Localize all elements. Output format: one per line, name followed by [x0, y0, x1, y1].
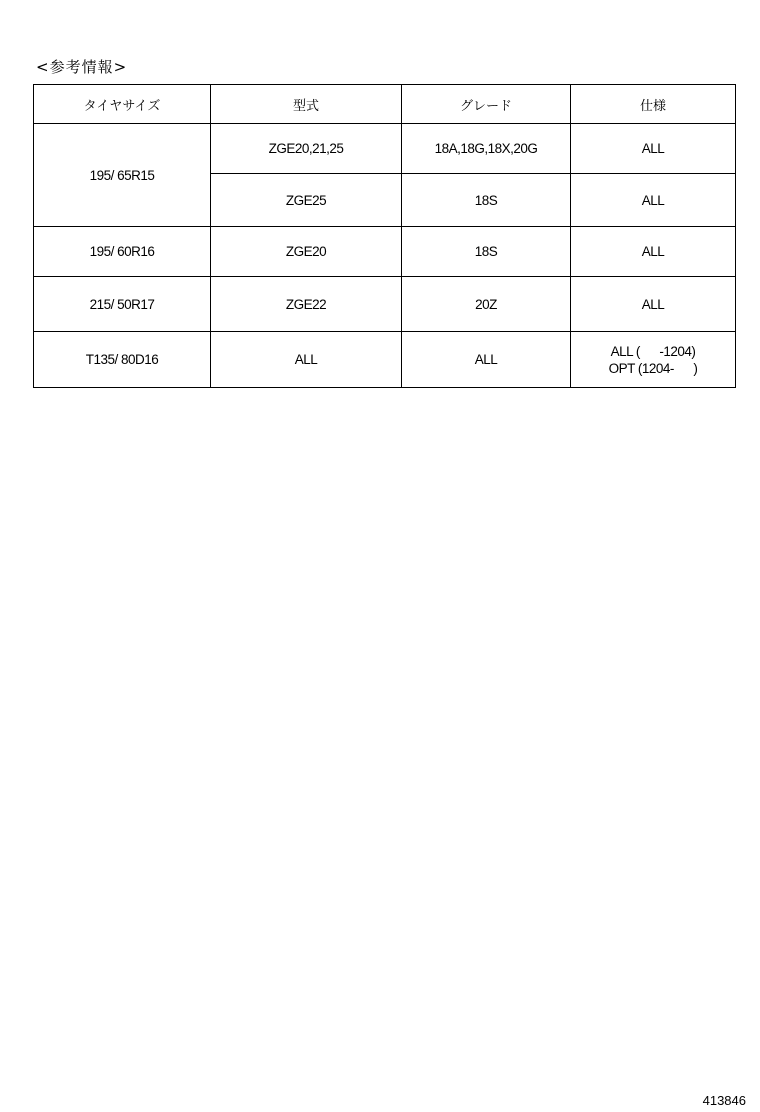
- table-row: [34, 227, 736, 277]
- document-number: 413846: [702, 1093, 746, 1108]
- reference-info-heading: <参考情報>: [36, 58, 128, 76]
- cell-tire-size: T135/ 80D16: [34, 332, 211, 388]
- cell-model: ZGE22: [211, 277, 402, 332]
- cell-model: ZGE20: [211, 227, 402, 277]
- tire-spec-table: [33, 84, 736, 388]
- cell-model: ZGE20,21,25: [211, 124, 402, 174]
- header-grade: グレード: [402, 85, 571, 124]
- spec-line-standard: ALL ( -1204): [610, 343, 696, 359]
- cell-spec: ALL: [571, 174, 736, 227]
- spec-line-option: OPT (1204- ): [608, 360, 698, 376]
- cell-grade: 18A,18G,18X,20G: [402, 124, 571, 174]
- cell-spec: ALL: [571, 227, 736, 277]
- header-model: 型式: [211, 85, 402, 124]
- cell-spec: ALL: [571, 277, 736, 332]
- header-spec: 仕様: [571, 85, 736, 124]
- cell-model: ZGE25: [211, 174, 402, 227]
- table-header-row: [34, 85, 736, 124]
- cell-tire-size: 195/ 65R15: [34, 124, 211, 227]
- cell-grade: ALL: [402, 332, 571, 388]
- header-tire-size: タイヤサイズ: [34, 85, 211, 124]
- table-row: [34, 332, 736, 388]
- table-row: [34, 124, 736, 174]
- cell-tire-size: 215/ 50R17: [34, 277, 211, 332]
- cell-spec: [571, 332, 736, 388]
- cell-grade: 20Z: [402, 277, 571, 332]
- cell-grade: 18S: [402, 227, 571, 277]
- table-row: [34, 277, 736, 332]
- cell-grade: 18S: [402, 174, 571, 227]
- cell-spec: ALL: [571, 124, 736, 174]
- cell-tire-size: 195/ 60R16: [34, 227, 211, 277]
- cell-model: ALL: [211, 332, 402, 388]
